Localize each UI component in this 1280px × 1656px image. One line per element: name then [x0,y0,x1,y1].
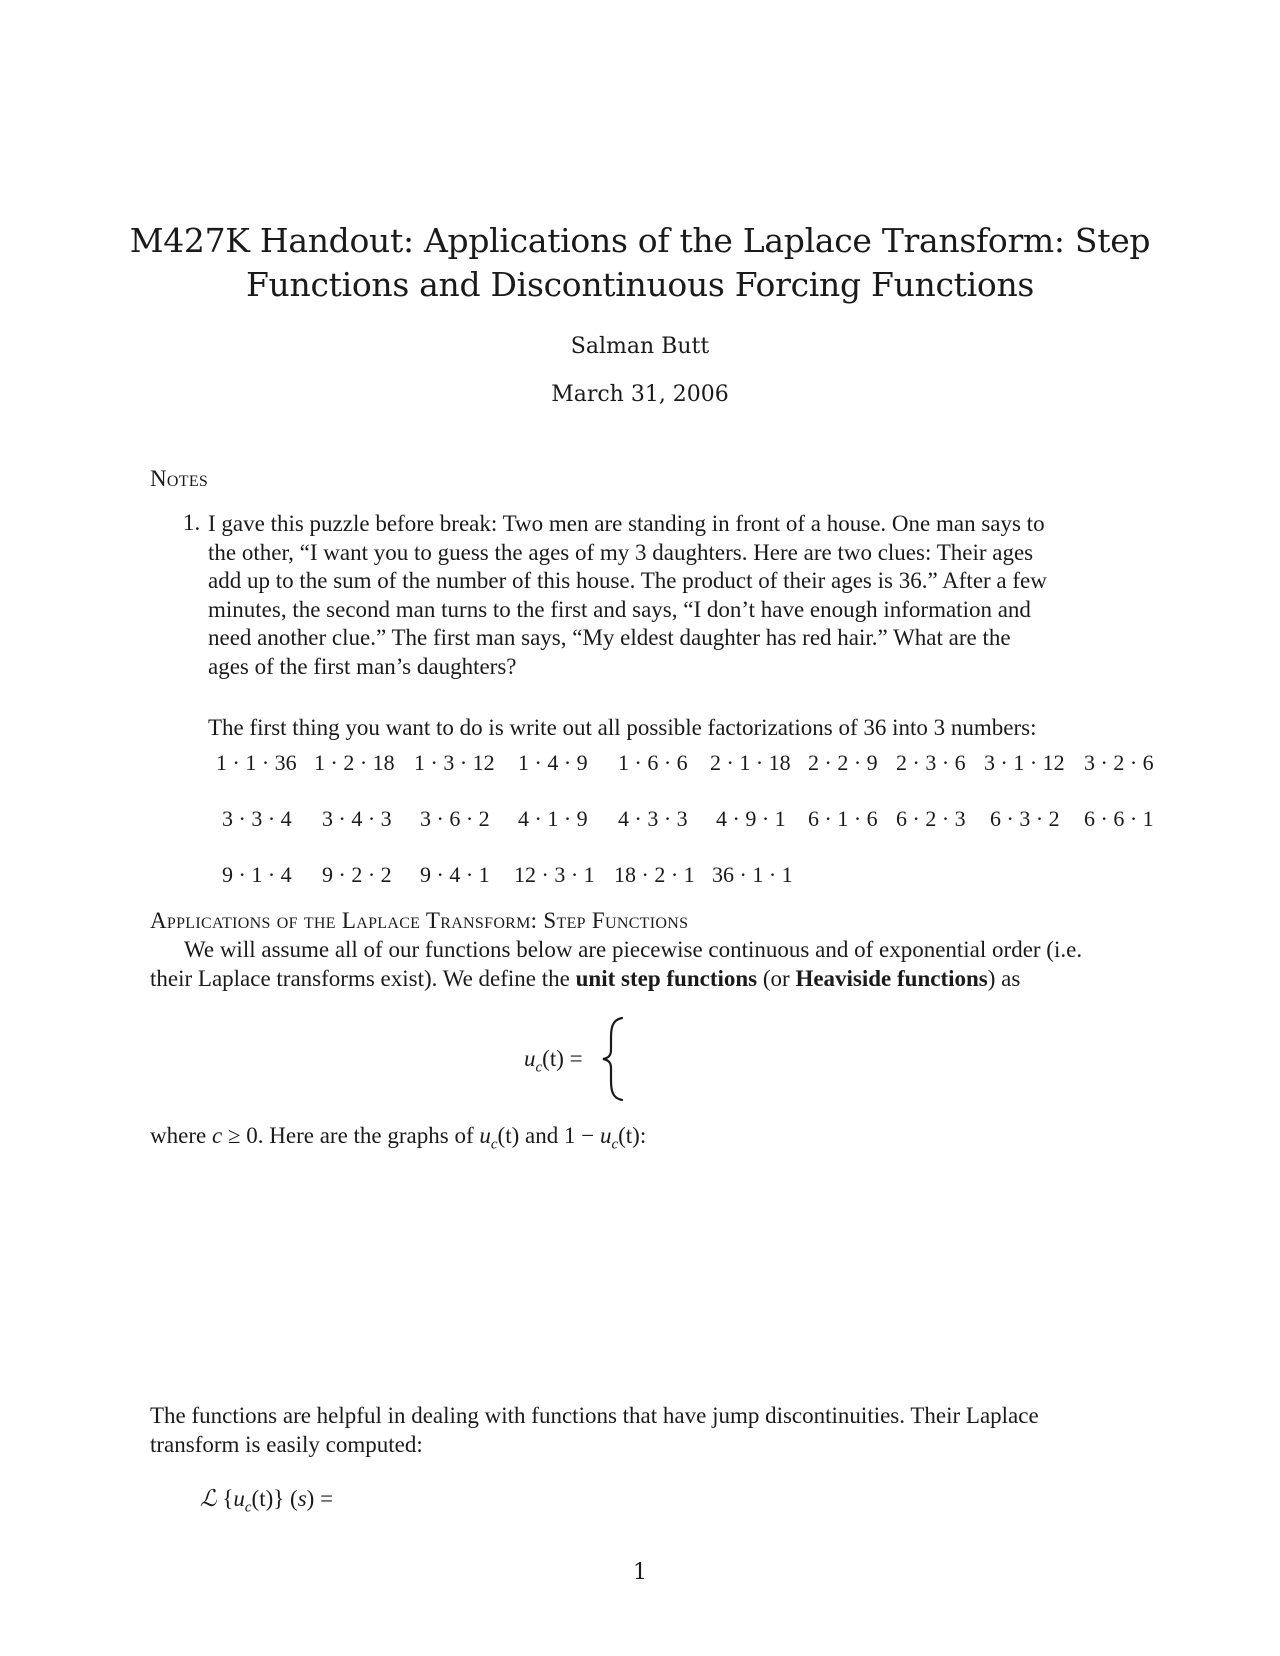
term-unit-step: unit step functions [575,965,758,991]
factorization: 2 · 3 · 6 [896,750,966,775]
puzzle-line: I gave this puzzle before break: Two men are standing in front of a house. One man says to [208,511,1045,536]
where-text: ≥ 0. Here are the graphs of [222,1123,480,1148]
math-symbol-u: u [599,1123,612,1148]
factorization: 18 · 2 · 1 [614,862,695,887]
factorization: 4 · 1 · 9 [518,806,588,831]
puzzle-line: the other, “I want you to guess the ages of my 3 daughters. Here are two clues: Their ages [208,539,1034,565]
factorization: 1 · 3 · 12 [414,750,495,775]
page-title-line-1: M427K Handout: Applications of the Laplace Transform: Step [129,221,1151,260]
intro-line [150,965,1130,994]
factorization: 9 · 4 · 1 [420,862,490,887]
jump-line: The functions are helpful in dealing with functions that have jump discontinuities. Their Laplace [150,1403,1039,1428]
term-heaviside: Heaviside functions [795,965,988,991]
math-symbol-s: s [297,1486,307,1511]
factorization: 6 · 3 · 2 [990,806,1060,831]
list-item-number: 1. [183,510,201,535]
factorization: 3 · 6 · 2 [420,806,490,831]
math-symbol-u: u [479,1123,491,1148]
math-symbol-u: u [233,1486,245,1511]
math-brace: } ( [273,1486,298,1511]
intro-paragraph [150,936,1130,993]
math-rest: (t) = [542,1046,583,1071]
section-heading: Applications of the Laplace Transform: Step Functions [150,908,689,933]
math-symbol-u: u [524,1046,536,1071]
puzzle-line: add up to the sum of the number of this house. The product of their ages is 36.” After a few [208,568,1047,593]
puzzle-paragraph [208,510,1132,681]
math-argument: (t) [251,1486,274,1511]
where-line [150,1122,646,1159]
left-brace-icon [598,1014,628,1104]
factorization: 9 · 2 · 2 [322,862,392,887]
factorization: 4 · 9 · 1 [716,806,786,831]
math-symbol-c: c [211,1123,223,1148]
factorization: 6 · 1 · 6 [808,806,878,831]
math-equals: ) = [306,1486,334,1511]
factorization: 6 · 6 · 1 [1084,806,1154,831]
factorization: 4 · 3 · 3 [618,806,688,831]
intro-text: their Laplace transforms exist). We define the [150,965,576,991]
jump-paragraph [150,1402,1130,1459]
puzzle-line: need another clue.” The first man says, “My eldest daughter has red hair.” What are the [208,625,1011,650]
factorization: 1 · 2 · 18 [314,750,395,775]
page-title-line-2: Functions and Discontinuous Forcing Functions [245,265,1035,304]
factorization: 2 · 1 · 18 [710,750,791,775]
factorization: 3 · 4 · 3 [322,806,392,831]
author: Salman Butt [570,334,710,359]
date: March 31, 2006 [551,382,729,407]
step-function-definition [524,1046,583,1077]
jump-line: transform is easily computed: [150,1431,423,1457]
factorization: 3 · 1 · 12 [984,750,1065,775]
factorization: 6 · 2 · 3 [896,806,966,831]
factorization: 1 · 6 · 6 [618,750,688,775]
factorization: 9 · 1 · 4 [222,862,292,887]
math-argument: (t): [618,1123,647,1148]
intro-text: ) as [987,965,1021,991]
intro-line: We will assume all of our functions below are piecewise continuous and of exponential order (i.e. [184,937,1083,962]
math-subscript-c: c [611,1136,619,1153]
math-subscript-c: c [535,1059,543,1076]
factorization: 3 · 3 · 4 [222,806,292,831]
math-brace: { [216,1486,234,1511]
factorization: 36 · 1 · 1 [712,862,793,887]
math-argument: (t) [497,1123,520,1148]
where-text: where [150,1123,212,1148]
factorization-intro: The first thing you want to do is write out all possible factorizations of 36 into 3 numbers: [208,715,1037,740]
where-text: and 1 − [519,1123,600,1148]
laplace-expression [200,1486,333,1517]
factorization: 1 · 4 · 9 [518,750,588,775]
page-number: 1 [633,1560,647,1585]
math-subscript-c: c [490,1136,498,1153]
puzzle-line: ages of the first man’s daughters? [208,653,517,679]
intro-text: (or [757,965,796,991]
factorization: 3 · 2 · 6 [1084,750,1154,775]
math-subscript-c: c [244,1499,252,1516]
factorization: 2 · 2 · 9 [808,750,878,775]
puzzle-line: minutes, the second man turns to the first and says, “I don’t have enough information and [208,596,1031,622]
factorization: 1 · 1 · 36 [216,750,297,775]
notes-heading: Notes [150,466,209,491]
laplace-operator: ℒ [200,1486,217,1512]
factorization: 12 · 3 · 1 [514,862,595,887]
